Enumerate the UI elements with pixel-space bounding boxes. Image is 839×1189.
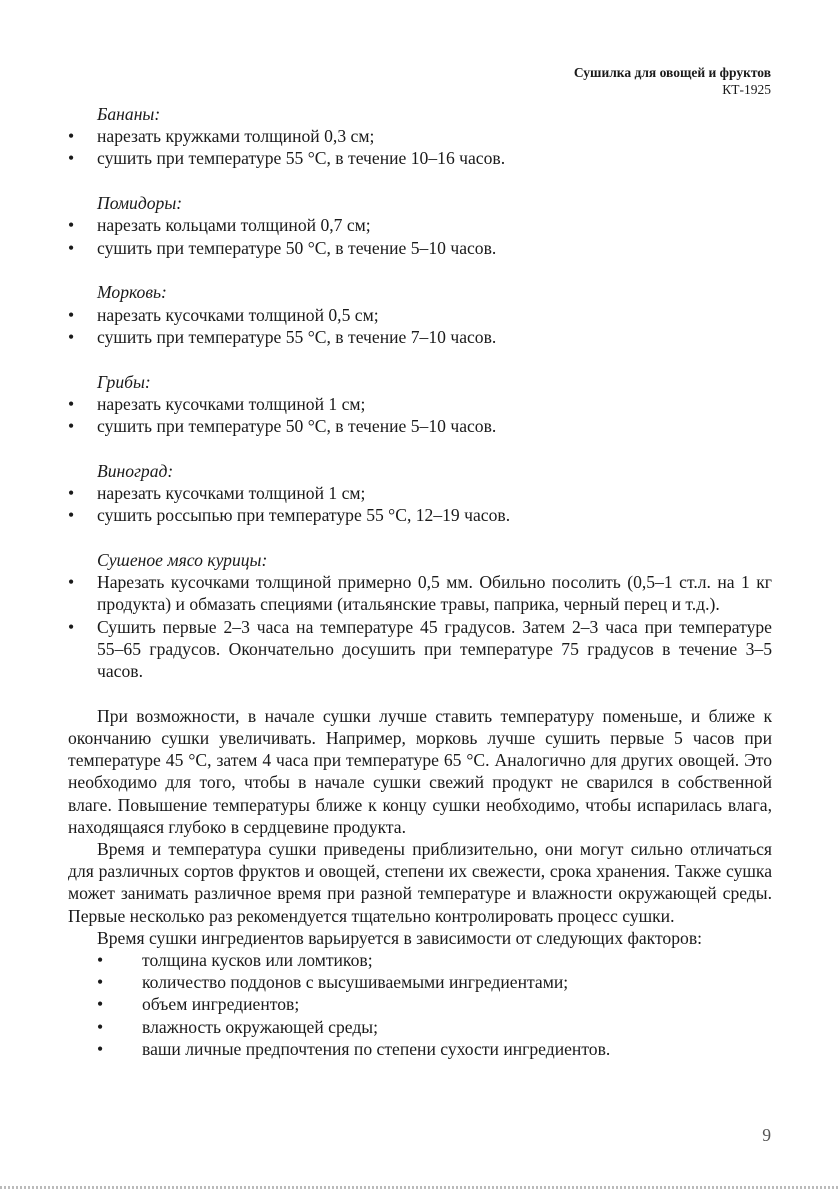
section-tomatoes bbox=[68, 192, 772, 259]
list-item: • нарезать кольцами толщиной 0,7 см; bbox=[68, 214, 772, 236]
bullet-list bbox=[68, 482, 772, 526]
section-bananas bbox=[68, 103, 772, 170]
section-title: Бананы: bbox=[97, 104, 161, 124]
section-mushrooms bbox=[68, 371, 772, 438]
list-item: • нарезать кусочками толщиной 1 см; bbox=[68, 482, 772, 504]
list-item: • толщина кусков или ломтиков; bbox=[68, 949, 772, 971]
bullet-list bbox=[68, 214, 772, 258]
list-item: • сушить при температуре 55 °С, в течение 7–10 часов. bbox=[68, 326, 772, 348]
paragraph: Время и температура сушки приведены приблизительно, они могут сильно отличаться для различных сортов фруктов и овощей, степени их свежести, срока хранения. Также сушка может занимать различное время при разной температуре и влажности окружающей среды. Первые несколько раз рекомендуется тщательно контролировать процесс сушки. bbox=[68, 839, 772, 926]
section-title: Помидоры: bbox=[97, 193, 183, 214]
bullet-list bbox=[68, 571, 772, 682]
bullet-list bbox=[68, 304, 772, 348]
list-item: • нарезать кусочками толщиной 1 см; bbox=[68, 393, 772, 415]
list-item: • ваши личные предпочтения по степени сухости ингредиентов. bbox=[68, 1038, 772, 1060]
list-item: • сушить при температуре 50 °С, в течение 5–10 часов. bbox=[68, 237, 772, 259]
list-item: • влажность окружающей среды; bbox=[68, 1016, 772, 1038]
page-content bbox=[68, 103, 772, 1060]
paragraph: Время сушки ингредиентов варьируется в зависимости от следующих факторов: bbox=[97, 927, 703, 948]
bullet-list bbox=[68, 393, 772, 437]
header-title: Сушилка для овощей и фруктов bbox=[573, 65, 771, 80]
bullet-list bbox=[68, 125, 772, 169]
body-text bbox=[68, 705, 772, 1060]
list-item: • нарезать кусочками толщиной 0,5 см; bbox=[68, 304, 772, 326]
section-chicken bbox=[68, 549, 772, 682]
section-grapes bbox=[68, 460, 772, 527]
section-title: Грибы: bbox=[97, 371, 151, 392]
factors-list bbox=[68, 949, 772, 1060]
list-item: • Нарезать кусочками толщиной примерно 0,5 мм. Обильно посолить (0,5–1 ст.л. на 1 кг продукта) и обмазать специями (итальянские травы, паприка, черный перец и т.д.). bbox=[68, 571, 772, 615]
section-title: Сушеное мясо курицы: bbox=[97, 550, 268, 571]
page-header bbox=[574, 64, 771, 98]
page-number: 9 bbox=[762, 1125, 771, 1145]
list-item: • сушить при температуре 55 °С, в течение 10–16 часов. bbox=[68, 147, 772, 169]
section-carrots bbox=[68, 281, 772, 348]
list-item: • количество поддонов с высушиваемыми ингредиентами; bbox=[68, 971, 772, 993]
list-item: • нарезать кружками толщиной 0,3 см; bbox=[68, 125, 772, 147]
section-title: Морковь: bbox=[97, 282, 167, 303]
list-item: • сушить при температуре 50 °С, в течение 5–10 часов. bbox=[68, 415, 772, 437]
list-item: • объем ингредиентов; bbox=[68, 993, 772, 1015]
section-title: Виноград: bbox=[97, 460, 174, 481]
list-item: • Сушить первые 2–3 часа на температуре 45 градусов. Затем 2–3 часа при температуре 55–65 градусов. Окончательно досушить при температуре 75 градусов в течение 3–5 часов. bbox=[68, 616, 772, 683]
list-item: • сушить россыпью при температуре 55 °С, 12–19 часов. bbox=[68, 504, 772, 526]
header-model: КТ-1925 bbox=[722, 82, 771, 97]
paragraph: При возможности, в начале сушки лучше ставить температуру поменьше, и ближе к окончанию сушки увеличивать. Например, морковь лучше сушить первые 5 часов при температуре 45 °С, затем 4 часа при температуре 65 °С. Аналогично для других овощей. Это необходимо для того, чтобы в начале сушки свежий продукт не сварился в собственной влаге. Повышение температуры ближе к концу сушки необходимо, чтобы испарилась влага, находящаяся глубоко в сердцевине продукта. bbox=[68, 705, 772, 837]
